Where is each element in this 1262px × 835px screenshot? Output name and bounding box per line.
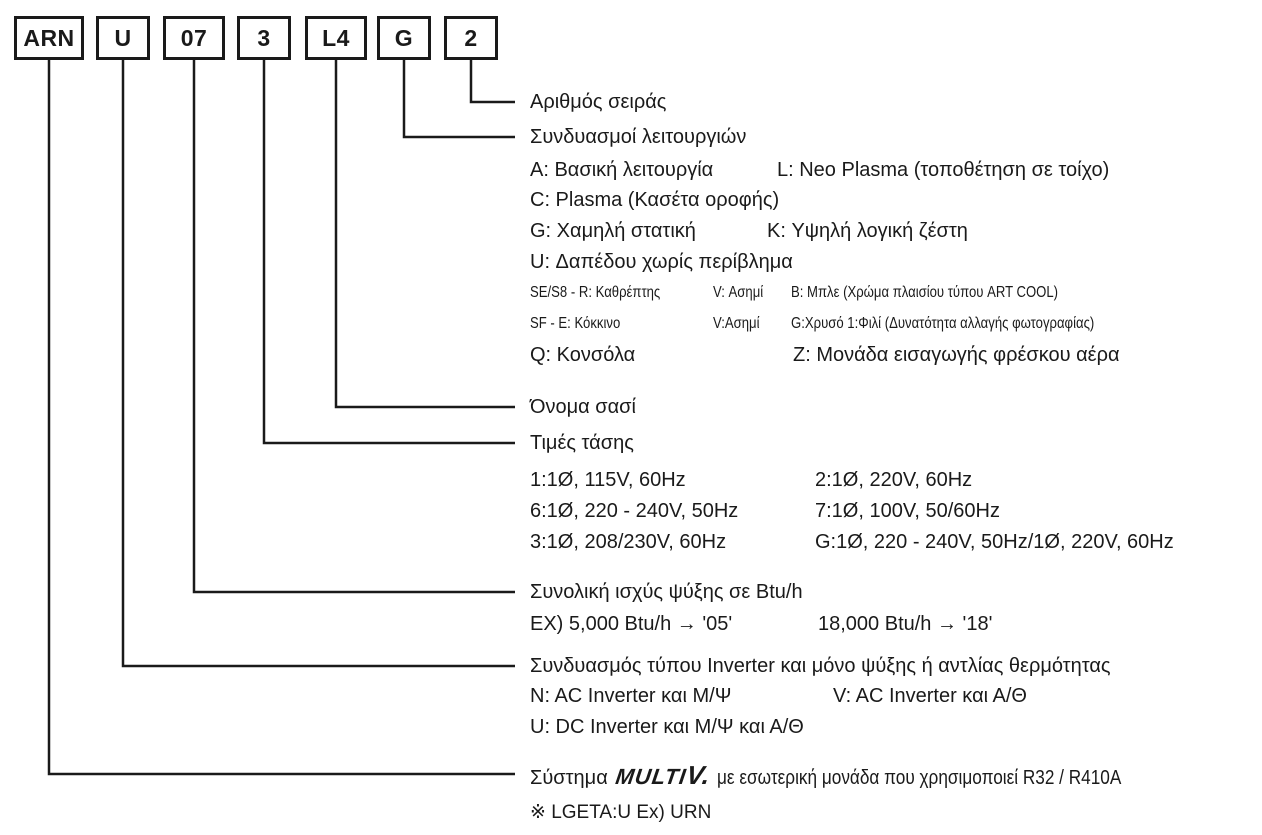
capacity-title: Συνολική ισχύς ψύξης σε Btu/h [530,581,803,603]
code-box-2: 2 [444,16,498,60]
connector-functions [404,60,515,137]
voltage-7: 7:1Ø, 100V, 50/60Hz [815,500,1000,522]
code-box-g: G [377,16,431,60]
system-suffix: με εσωτερική μονάδα που χρησιμοποιεί R32 / R410A [716,767,1121,789]
function-sf-gold: G:Χρυσό 1:Φιλί (Δυνατότητα αλλαγής φωτογραφίας) [791,315,1095,332]
function-q: Q: Κονσόλα [530,344,636,366]
function-se-silver: V: Ασημί [713,284,764,301]
functions-title: Συνδυασμοί λειτουργιών [530,126,747,148]
connector-chassis [336,60,515,407]
system-prefix: Σύστημα [530,767,608,789]
system-note: ※ LGETA:U Ex) URN [530,802,712,823]
code-box-u: U [96,16,150,60]
function-c: C: Plasma (Κασέτα οροφής) [530,189,780,211]
capacity-example-1: EX) 5,000 Btu/h → '05' [530,613,733,635]
voltage-g: G:1Ø, 220 - 240V, 50Hz/1Ø, 220V, 60Hz [815,531,1174,553]
function-k: K: Υψηλή λογική ζέστη [767,220,968,242]
function-sf-silver: V:Ασημί [713,315,760,332]
serial-title: Αριθμός σειράς [530,91,667,113]
inverter-title: Συνδυασμός τύπου Inverter και μόνο ψύξης ή αντλίας θερμότητας [530,655,1111,677]
function-a: A: Βασική λειτουργία [530,159,714,181]
capacity-example-2: 18,000 Btu/h → '18' [818,613,993,635]
connector-voltage [264,60,515,443]
code-box-arn: ARN [14,16,84,60]
function-z: Z: Μονάδα εισαγωγής φρέσκου αέρα [793,344,1120,366]
function-se-mirror: SE/S8 - R: Καθρέπτης [530,284,661,301]
function-g: G: Χαμηλή στατική [530,220,696,242]
connector-serial [471,60,515,102]
connector-inverter [123,60,515,666]
function-u: U: Δαπέδου χωρίς περίβλημα [530,251,793,273]
inverter-v: V: AC Inverter και Α/Θ [833,685,1027,707]
voltage-2: 2:1Ø, 220V, 60Hz [815,469,973,491]
code-box-07: 07 [163,16,225,60]
code-box-3: 3 [237,16,291,60]
multi-v-logo: MULTIV. [613,760,713,790]
voltage-title: Τιμές τάσης [530,432,634,454]
voltage-3: 3:1Ø, 208/230V, 60Hz [530,531,727,553]
connector-capacity [194,60,515,592]
chassis-title: Όνομα σασί [530,396,636,418]
inverter-n: N: AC Inverter και Μ/Ψ [530,685,732,707]
function-sf-red: SF - E: Κόκκινο [530,315,621,332]
voltage-6: 6:1Ø, 220 - 240V, 50Hz [530,500,739,522]
voltage-1: 1:1Ø, 115V, 60Hz [530,469,686,491]
code-box-l4: L4 [305,16,367,60]
function-l: L: Neo Plasma (τοποθέτηση σε τοίχο) [777,159,1110,181]
function-se-blue: B: Μπλε (Χρώμα πλαισίου τύπου ART COOL) [791,284,1059,301]
inverter-u: U: DC Inverter και Μ/Ψ και Α/Θ [530,716,804,738]
system-line [530,762,1187,788]
